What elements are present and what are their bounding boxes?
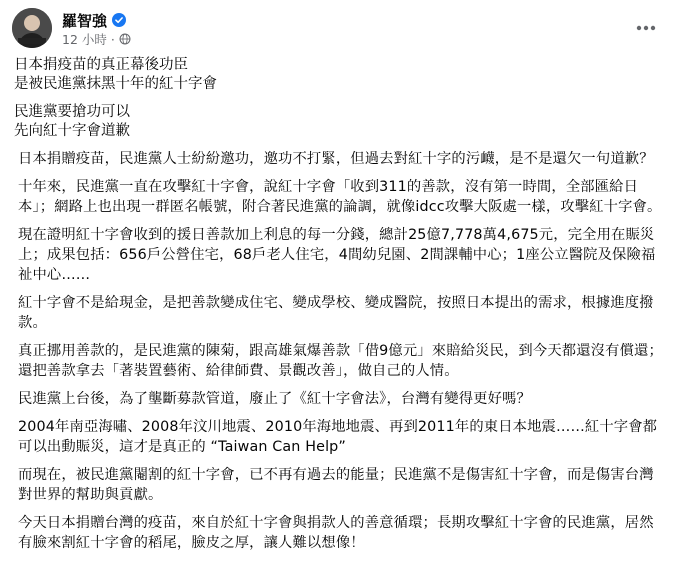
paragraph-4: 紅十字會不是給現金，是把善款變成住宅、變成學校、變成醫院，按照日本提出的需求，根據進度撥款。	[18, 295, 654, 331]
subheadline-line-1: 民進黨要搶功可以	[14, 104, 130, 120]
post-meta	[62, 31, 131, 47]
paragraph-9: 今天日本捐贈台灣的疫苗，來自於紅十字會與捐款人的善意循環；長期攻擊紅十字會的民進黨，居然有臉來割紅十字會的稻尾，臉皮之厚，讓人難以想像！	[18, 515, 654, 551]
paragraph-6: 民進黨上台後，為了壟斷募款管道，廢止了《紅十字會法》，台灣有變得更好嗎？	[18, 391, 531, 407]
paragraph-8: 而現在，被民進黨閹割的紅十字會，已不再有過去的能量；民進黨不是傷害紅十字會，而是傷害台灣對世界的幫助與貢獻。	[18, 467, 654, 503]
avatar-image	[12, 8, 52, 48]
more-options-icon	[636, 25, 656, 31]
post-body	[14, 56, 664, 553]
avatar[interactable]	[12, 8, 52, 48]
paragraph-2: 十年來，民進黨一直在攻擊紅十字會，說紅十字會「收到311的善款，沒有第一時間，全部匯給日本」；網路上也出現一群匿名帳號，附合著民進黨的論調，就像idcc攻擊大阪處一樣，攻擊紅十字會。	[18, 179, 662, 215]
author-line	[62, 11, 126, 29]
paragraph-7: 2004年南亞海嘯、2008年汶川地震、2010年海地地震、再到2011年的東日本地震……紅十字會都可以出動賑災，這才是真正的 “Taiwan Can Help”	[18, 419, 658, 455]
more-options-button[interactable]	[630, 12, 662, 44]
verified-badge-icon	[112, 13, 126, 27]
paragraph-1: 日本捐贈疫苗，民進黨人士紛紛邀功，邀功不打緊，但過去對紅十字的污衊，是不是還欠一句道歉？	[18, 151, 654, 167]
post-header	[12, 8, 662, 50]
globe-icon	[119, 33, 131, 45]
paragraph-5: 真正挪用善款的，是民進黨的陳菊，跟高雄氣爆善款「借9億元」來賠給災民，到今天都還沒有償還；還把善款拿去「著裝置藝術、給律師費、景觀改善」，做自己的人情。	[18, 343, 663, 379]
meta-separator: ·	[110, 31, 115, 47]
headline-line-2: 是被民進黨抹黑十年的紅十字會	[14, 76, 217, 92]
headline-line-1: 日本捐疫苗的真正幕後功臣	[14, 57, 188, 73]
author-name[interactable]: 羅智強	[62, 11, 108, 30]
subheadline-line-2: 先向紅十字會道歉	[14, 123, 130, 139]
paragraph-3: 現在證明紅十字會收到的援日善款加上利息的每一分錢，總計25億7,778萬4,675元，完全用在賑災上；成果包括：656戶公營住宅，68戶老人住宅，4間幼兒園、2間課輔中心；1座公立醫院及保險福祉中心……	[18, 227, 656, 283]
post-timestamp[interactable]: 12 小時	[62, 32, 107, 47]
